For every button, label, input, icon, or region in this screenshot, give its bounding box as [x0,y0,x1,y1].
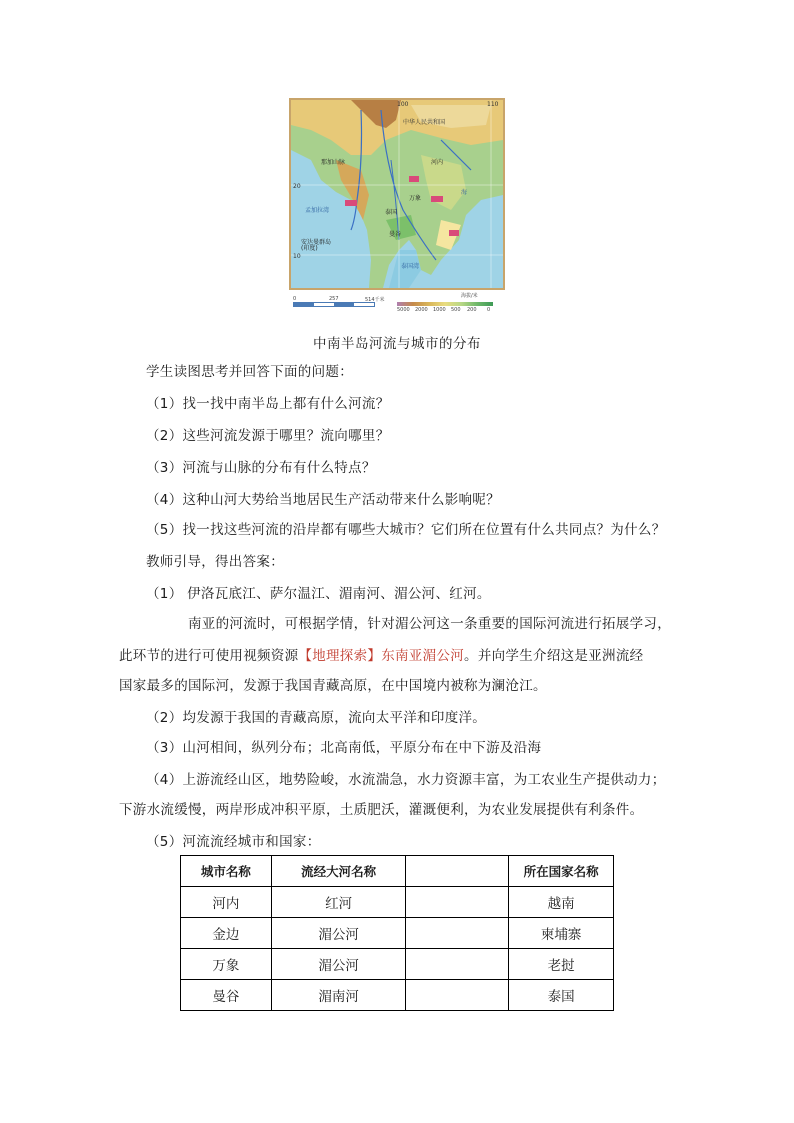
answer-2: （2）均发源于我国的青藏高原，流向太平洋和印度洋。 [146,710,487,726]
paragraph-line-2-start: 此环节的进行可使用视频资源 [119,648,299,664]
cell-blank [406,887,509,918]
paragraph-line-2-end: 。并向学生介绍这是亚洲流经 [464,648,644,664]
header-river: 流经大河名称 [271,856,406,887]
answer-4-line-1: （4）上游流经山区，地势险峻，水流湍急，水力资源丰富，为工农业生产提供动力； [146,772,666,788]
header-blank [406,856,509,887]
map-scale-legend-row [293,293,501,314]
question-5: （5）找一找这些河流的沿岸都有哪些大城市？它们所在位置有什么共同点？为什么？ [146,522,666,538]
figure-caption: 中南半岛河流与城市的分布 [313,336,481,352]
legend-tick-0: 5000 [397,307,410,313]
city-river-table [180,855,614,1011]
cell-city: 曼谷 [181,980,272,1011]
teacher-guide: 教师引导，得出答案： [146,554,284,570]
cell-blank [406,980,509,1011]
map-label-sea: 海 [461,189,468,196]
table-row [181,918,614,949]
legend-tick-1: 2000 [415,307,428,313]
map-label-mountain: 那加山脉 [321,159,346,166]
header-city: 城市名称 [181,856,272,887]
cell-city: 河内 [181,887,272,918]
question-1: （1）找一找中南半岛上都有什么河流？ [146,396,390,412]
scale-tick-2: 514千米 [365,297,385,303]
legend-tick-4: 200 [467,307,477,313]
cell-city: 万象 [181,949,272,980]
elevation-legend-bar [397,302,493,306]
map-label-gulf-thailand: 泰国湾 [401,263,420,270]
map-graphic [291,100,503,288]
question-3: （3）河流与山脉的分布有什么特点？ [146,460,376,476]
answer-4-line-2: 下游水流缓慢，两岸形成冲积平原，土质肥沃，灌溉便利，为农业发展提供有利条件。 [119,802,644,818]
scale-tick-0: 0 [293,296,297,302]
cell-city: 金边 [181,918,272,949]
paragraph-line-3: 国家最多的国际河，发源于我国青藏高原，在中国境内被称为澜沧江。 [119,678,547,694]
answer-1: （1） 伊洛瓦底江、萨尔温江、湄南河、湄公河、红河。 [146,586,491,602]
video-resource-link[interactable]: 【地理探索】东南亚湄公河 [298,648,465,664]
map-label-andaman: 安达曼群岛 (印度) [301,239,332,252]
indochina-relief-map [289,98,505,290]
legend-tick-2: 1000 [433,307,446,313]
cell-country: 泰国 [509,980,614,1011]
question-2: （2）这些河流发源于哪里？流向哪里？ [146,428,390,444]
legend-tick-5: 0 [487,307,491,313]
cell-river: 湄公河 [271,918,406,949]
table-row [181,949,614,980]
map-label-lat-20: 20 [293,183,301,190]
scale-tick-1: 257 [329,296,339,302]
header-country: 所在国家名称 [509,856,614,887]
table-row [181,887,614,918]
paragraph-line-1: 南亚的河流时，可根据学情，针对湄公河这一条重要的国际河流进行拓展学习， [188,616,671,632]
intro-text: 学生读图思考并回答下面的问题： [146,364,353,380]
table-row [181,980,614,1011]
table-header-row [181,856,614,887]
map-label-lat-10: 10 [293,253,301,260]
cell-river: 湄公河 [271,949,406,980]
map-label-vientiane: 万象 [409,195,422,202]
cell-river: 红河 [271,887,406,918]
cell-country: 老挝 [509,949,614,980]
map-label-lon-100: 100 [397,101,409,108]
map-label-thailand: 泰国 [385,209,398,216]
cell-country: 越南 [509,887,614,918]
question-4: （4）这种山河大势给当地居民生产活动带来什么影响呢？ [146,492,500,508]
cell-country: 柬埔寨 [509,918,614,949]
legend-tick-3: 500 [451,307,461,313]
cell-river: 湄南河 [271,980,406,1011]
map-label-bangkok: 曼谷 [389,231,402,238]
map-label-lon-110: 110 [487,101,499,108]
map-label-china: 中华人民共和国 [403,119,446,126]
map-label-bay-bengal: 孟加拉湾 [305,207,330,214]
scale-bar [293,302,375,307]
answer-3: （3）山河相间，纵列分布；北高南低，平原分布在中下游及沿海 [146,740,542,756]
cell-blank [406,949,509,980]
map-label-hanoi: 河内 [431,159,444,166]
answer-5: （5）河流流经城市和国家： [146,834,321,850]
legend-title: 海拔/米 [461,293,478,299]
map-figure [289,98,505,316]
paragraph-line-2 [119,646,643,666]
cell-blank [406,918,509,949]
